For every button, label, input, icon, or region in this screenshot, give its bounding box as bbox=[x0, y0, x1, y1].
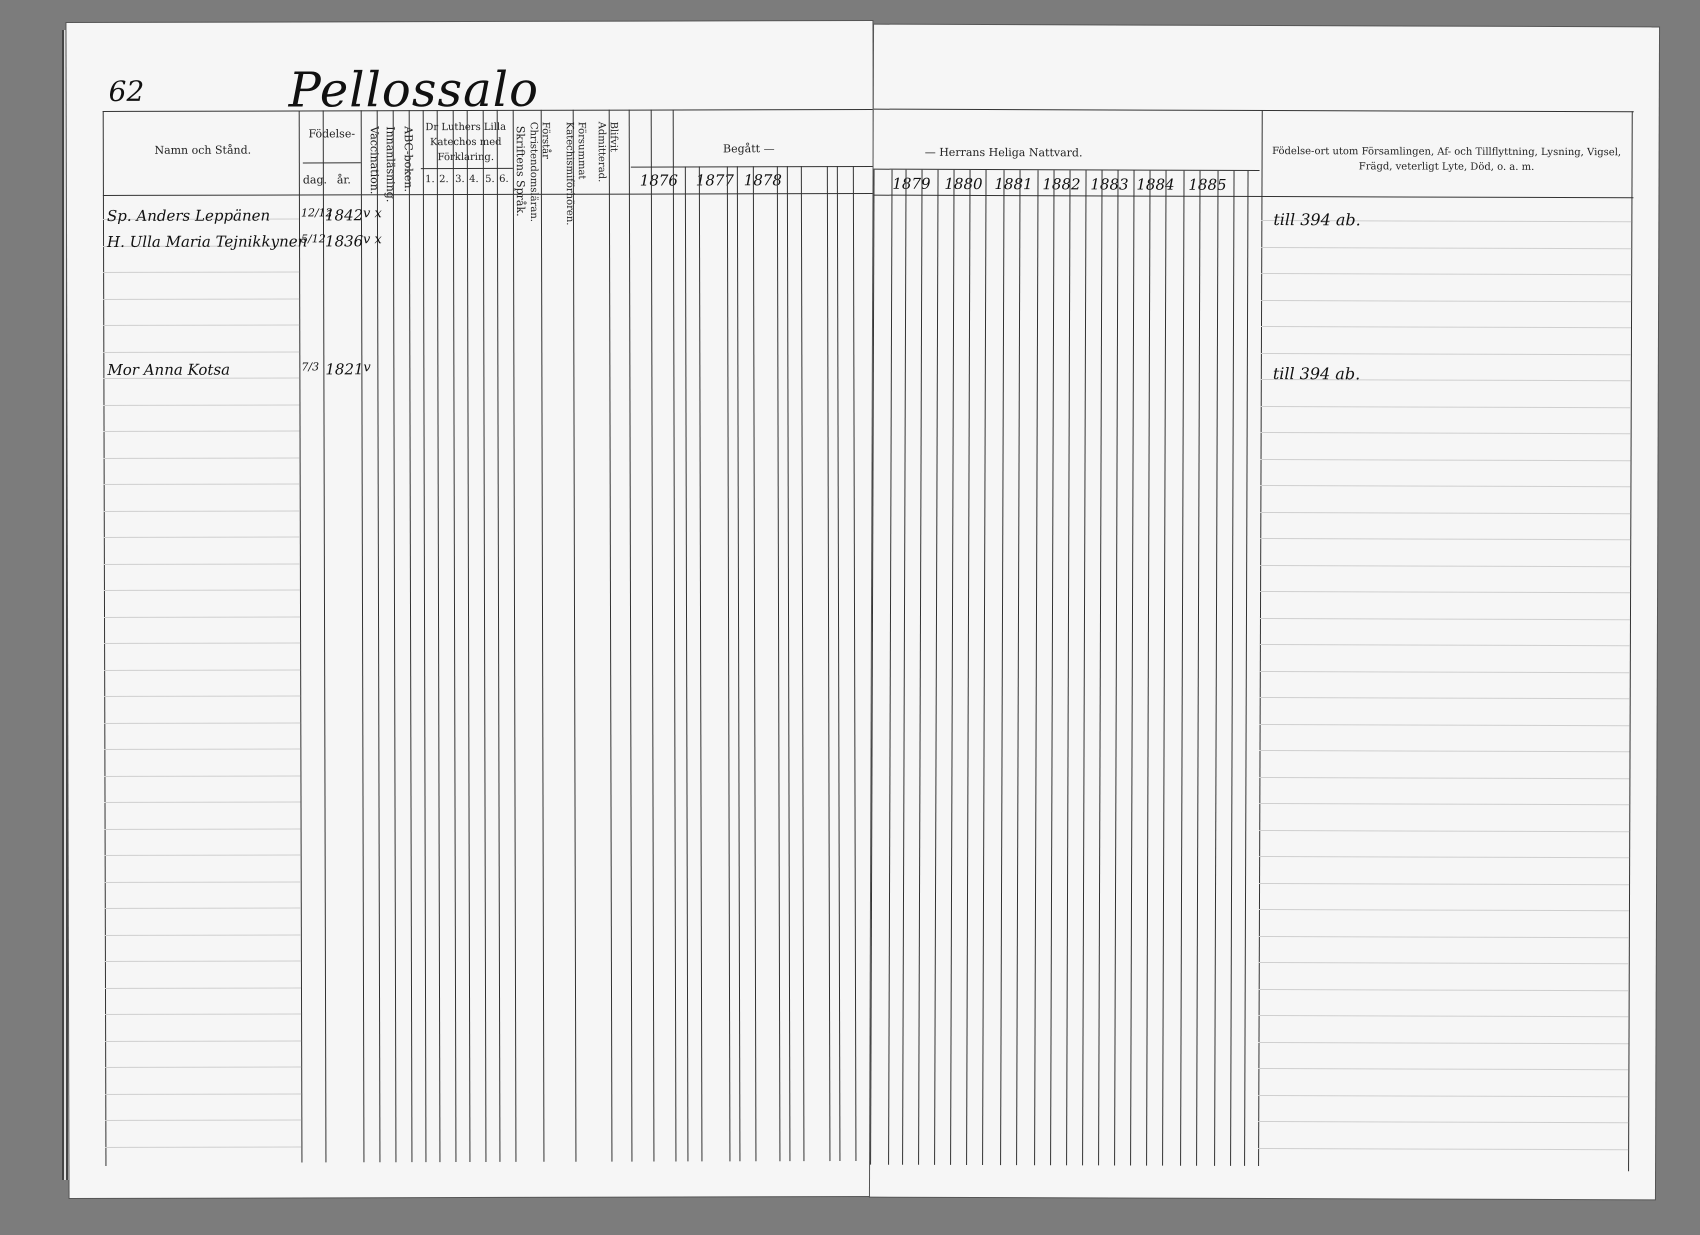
village-title: Pellossalo bbox=[288, 61, 539, 119]
ruled-line bbox=[104, 483, 300, 485]
ruled-line bbox=[103, 298, 299, 300]
entry-remark: till 394 ab. bbox=[1272, 364, 1361, 384]
column-line bbox=[629, 110, 633, 1162]
left-border bbox=[103, 111, 107, 1166]
ruled-line bbox=[1259, 988, 1629, 990]
ruled-line bbox=[1260, 644, 1630, 646]
column-line bbox=[1258, 110, 1263, 1166]
column-line bbox=[299, 110, 303, 1162]
column-line bbox=[888, 170, 892, 1165]
entry-remark: till 394 ab. bbox=[1273, 210, 1361, 230]
ruled-line bbox=[1260, 564, 1630, 566]
column-line bbox=[801, 166, 805, 1161]
column-line bbox=[1000, 170, 1004, 1165]
ruled-line bbox=[105, 1093, 301, 1095]
column-line bbox=[950, 170, 954, 1165]
column-line bbox=[453, 110, 457, 1162]
header-remarks: Födelse-ort utom Församlingen, Af- och Tillflyttning, Lysning, Vigsel, Frägd, veterligt Lyte, Död, o. a. m. bbox=[1272, 146, 1622, 173]
column-line bbox=[685, 166, 689, 1161]
ruled-line bbox=[103, 271, 299, 273]
column-line bbox=[1050, 170, 1054, 1165]
ruled-line bbox=[104, 563, 300, 565]
ruled-line bbox=[104, 669, 300, 671]
year-heading: 1885 bbox=[1188, 175, 1227, 194]
column-line bbox=[1146, 171, 1150, 1166]
ruled-line bbox=[1259, 856, 1629, 858]
ruled-line bbox=[105, 1146, 301, 1148]
ruled-line bbox=[1260, 591, 1630, 593]
column-line bbox=[727, 166, 731, 1161]
year-heading: 1880 bbox=[944, 174, 983, 194]
column-line bbox=[837, 166, 841, 1161]
ruled-line bbox=[1261, 299, 1631, 301]
ruled-line bbox=[1261, 352, 1631, 354]
ruled-line bbox=[105, 1040, 301, 1042]
column-line bbox=[513, 110, 517, 1162]
entry-name: H. Ulla Maria Tejnikkynen bbox=[107, 232, 308, 251]
column-line bbox=[902, 170, 906, 1165]
ruled-line bbox=[1259, 829, 1629, 831]
header-vaccination: Vaccination. bbox=[367, 126, 381, 195]
left-column-grid bbox=[66, 21, 872, 23]
column-line bbox=[853, 166, 857, 1161]
column-line bbox=[982, 170, 986, 1165]
column-line bbox=[827, 166, 831, 1161]
column-line bbox=[934, 170, 938, 1165]
header-scripture: Skriftens Språk. bbox=[513, 125, 527, 217]
header-catechism: Dr Luthers Lilla Katechos med Förklaring. bbox=[425, 121, 507, 164]
year-heading: 1878 bbox=[743, 171, 782, 190]
ruled-line bbox=[105, 854, 301, 856]
header-birth-day: dag. bbox=[302, 173, 328, 187]
ruled-line bbox=[103, 404, 299, 406]
page-number: 62 bbox=[108, 74, 145, 108]
ruled-line bbox=[1260, 617, 1630, 619]
ruled-line bbox=[104, 616, 300, 618]
header-hearings: Försummat Katechismiförhören. bbox=[563, 121, 587, 226]
column-line bbox=[541, 110, 545, 1162]
right-year-row-divider bbox=[874, 169, 1260, 171]
column-line bbox=[1082, 170, 1086, 1165]
ruled-line bbox=[1261, 246, 1631, 248]
ruled-line bbox=[1261, 458, 1631, 460]
column-line bbox=[437, 110, 441, 1162]
year-heading: 1876 bbox=[639, 171, 678, 190]
header-christianity: Förstår Christendomsläran. bbox=[527, 121, 551, 222]
header-admitted: Blifvit Admitterad. bbox=[595, 121, 619, 183]
column-line bbox=[1016, 170, 1020, 1165]
column-line bbox=[777, 166, 781, 1161]
ruled-line bbox=[1261, 405, 1631, 407]
ruled-line bbox=[105, 1119, 301, 1121]
column-line bbox=[673, 109, 677, 1161]
ruled-line bbox=[1260, 723, 1630, 725]
header-abc: ABC-boken. bbox=[401, 126, 415, 192]
year-heading: 1877 bbox=[695, 171, 734, 190]
ruled-line bbox=[104, 589, 300, 591]
column-line bbox=[361, 110, 365, 1162]
ruled-line bbox=[105, 934, 301, 936]
column-line bbox=[1130, 171, 1134, 1166]
column-line bbox=[787, 166, 791, 1161]
ruled-line bbox=[104, 642, 300, 644]
column-line bbox=[1214, 171, 1218, 1166]
column-line bbox=[393, 110, 397, 1162]
column-line bbox=[497, 110, 501, 1162]
ruled-line bbox=[104, 536, 300, 538]
ruled-line bbox=[1261, 273, 1631, 275]
ruled-line bbox=[104, 722, 300, 724]
catechism-part-label: 1. bbox=[425, 174, 435, 186]
column-line bbox=[1114, 170, 1118, 1165]
ruled-line bbox=[1260, 485, 1630, 487]
right-ruled-lines bbox=[874, 25, 1659, 28]
ruled-line bbox=[105, 907, 301, 909]
ruled-line bbox=[1258, 1094, 1628, 1096]
header-bottom-border bbox=[103, 193, 873, 196]
year-heading: 1879 bbox=[892, 174, 931, 193]
column-line bbox=[423, 110, 427, 1162]
catechism-part-label: 5. bbox=[485, 173, 495, 185]
column-line bbox=[1066, 170, 1070, 1165]
ruled-line bbox=[1260, 697, 1630, 699]
entry-birth-day: 5/12 bbox=[301, 232, 326, 246]
column-line bbox=[1196, 171, 1200, 1166]
header-begatt: Begått — bbox=[723, 142, 775, 156]
ruled-line bbox=[105, 1066, 301, 1068]
catechism-part-label: 3. bbox=[455, 174, 465, 186]
ruled-line bbox=[104, 695, 300, 697]
year-heading: 1882 bbox=[1042, 175, 1081, 194]
ruled-line bbox=[1259, 935, 1629, 937]
ruled-line bbox=[1261, 326, 1631, 328]
entry-marks: v bbox=[363, 360, 371, 376]
ruled-line bbox=[105, 828, 301, 830]
ruled-line bbox=[1261, 432, 1631, 434]
column-line bbox=[1162, 171, 1166, 1166]
column-line bbox=[651, 110, 655, 1162]
ruled-line bbox=[1258, 1147, 1628, 1149]
column-line bbox=[609, 110, 613, 1162]
right-top-border bbox=[874, 109, 1634, 113]
entry-birth-year: 1842 bbox=[324, 206, 364, 225]
entry-birth-day: 12/12 bbox=[300, 206, 333, 220]
birth-sub-divider bbox=[303, 162, 361, 163]
ruled-line bbox=[103, 351, 299, 353]
column-line bbox=[467, 110, 471, 1162]
ruled-line bbox=[104, 430, 300, 432]
ruled-line bbox=[104, 775, 300, 777]
ruled-line bbox=[1258, 1068, 1628, 1070]
ruled-line bbox=[105, 960, 301, 962]
entry-birth-year: 1821 bbox=[325, 360, 364, 379]
ruled-line bbox=[1259, 803, 1629, 805]
header-birth-year: år. bbox=[336, 173, 351, 187]
left-register-page bbox=[66, 21, 875, 1198]
ruled-line bbox=[1259, 882, 1629, 884]
right-register-page bbox=[870, 25, 1659, 1200]
column-line bbox=[1244, 171, 1248, 1166]
ruled-line bbox=[1258, 1041, 1628, 1043]
ruled-line bbox=[1259, 776, 1629, 778]
right-border bbox=[1628, 111, 1633, 1171]
entry-name: Sp. Anders Leppänen bbox=[106, 206, 271, 225]
year-heading: 1881 bbox=[994, 175, 1033, 194]
column-line bbox=[1034, 170, 1038, 1165]
column-line bbox=[483, 110, 487, 1162]
entry-name: Mor Anna Kotsa bbox=[107, 360, 231, 379]
ruled-line bbox=[1260, 750, 1630, 752]
ruled-line bbox=[1259, 1015, 1629, 1017]
catechism-part-label: 4. bbox=[469, 173, 479, 186]
header-reading: Innanläsning. bbox=[383, 126, 397, 203]
column-line bbox=[699, 166, 703, 1161]
header-birth: Födelse- bbox=[308, 127, 356, 141]
year-heading: 1883 bbox=[1090, 175, 1129, 194]
left-ruled-lines bbox=[66, 21, 872, 23]
ruled-line bbox=[1259, 962, 1629, 964]
column-line bbox=[918, 170, 922, 1165]
ruled-line bbox=[1260, 538, 1630, 540]
ruled-line bbox=[105, 987, 301, 989]
year-heading: 1884 bbox=[1136, 175, 1175, 194]
catechism-part-label: 6. bbox=[499, 173, 509, 185]
ruled-line bbox=[104, 748, 300, 750]
column-line bbox=[409, 110, 413, 1162]
right-header-bottom-border bbox=[873, 195, 1633, 199]
column-line bbox=[323, 110, 327, 1162]
ruled-line bbox=[1260, 511, 1630, 513]
header-nattvard: — Herrans Heliga Nattvard. bbox=[924, 145, 1083, 160]
column-line bbox=[753, 166, 757, 1161]
entry-marks: v x bbox=[363, 232, 382, 248]
column-line bbox=[377, 110, 381, 1162]
ruled-line bbox=[1259, 909, 1629, 911]
column-line bbox=[966, 170, 970, 1165]
ruled-line bbox=[105, 1013, 301, 1015]
column-line bbox=[1230, 171, 1234, 1166]
entry-marks: v x bbox=[362, 206, 382, 222]
entry-birth-year: 1836 bbox=[325, 232, 364, 251]
catechism-part-label: 2. bbox=[439, 174, 449, 186]
ruled-line bbox=[1260, 670, 1630, 672]
ruled-line bbox=[105, 801, 301, 803]
ruled-line bbox=[103, 324, 299, 326]
column-line bbox=[737, 166, 741, 1161]
column-line bbox=[1098, 170, 1102, 1165]
column-line bbox=[573, 110, 577, 1162]
header-name: Namn och Stånd. bbox=[154, 143, 252, 157]
right-column-grid bbox=[874, 25, 1659, 28]
column-line bbox=[1180, 171, 1184, 1166]
ruled-line bbox=[104, 510, 300, 512]
ruled-line bbox=[1258, 1121, 1628, 1123]
ruled-line bbox=[104, 457, 300, 459]
ruled-line bbox=[105, 881, 301, 883]
entry-birth-day: 7/3 bbox=[301, 360, 320, 374]
